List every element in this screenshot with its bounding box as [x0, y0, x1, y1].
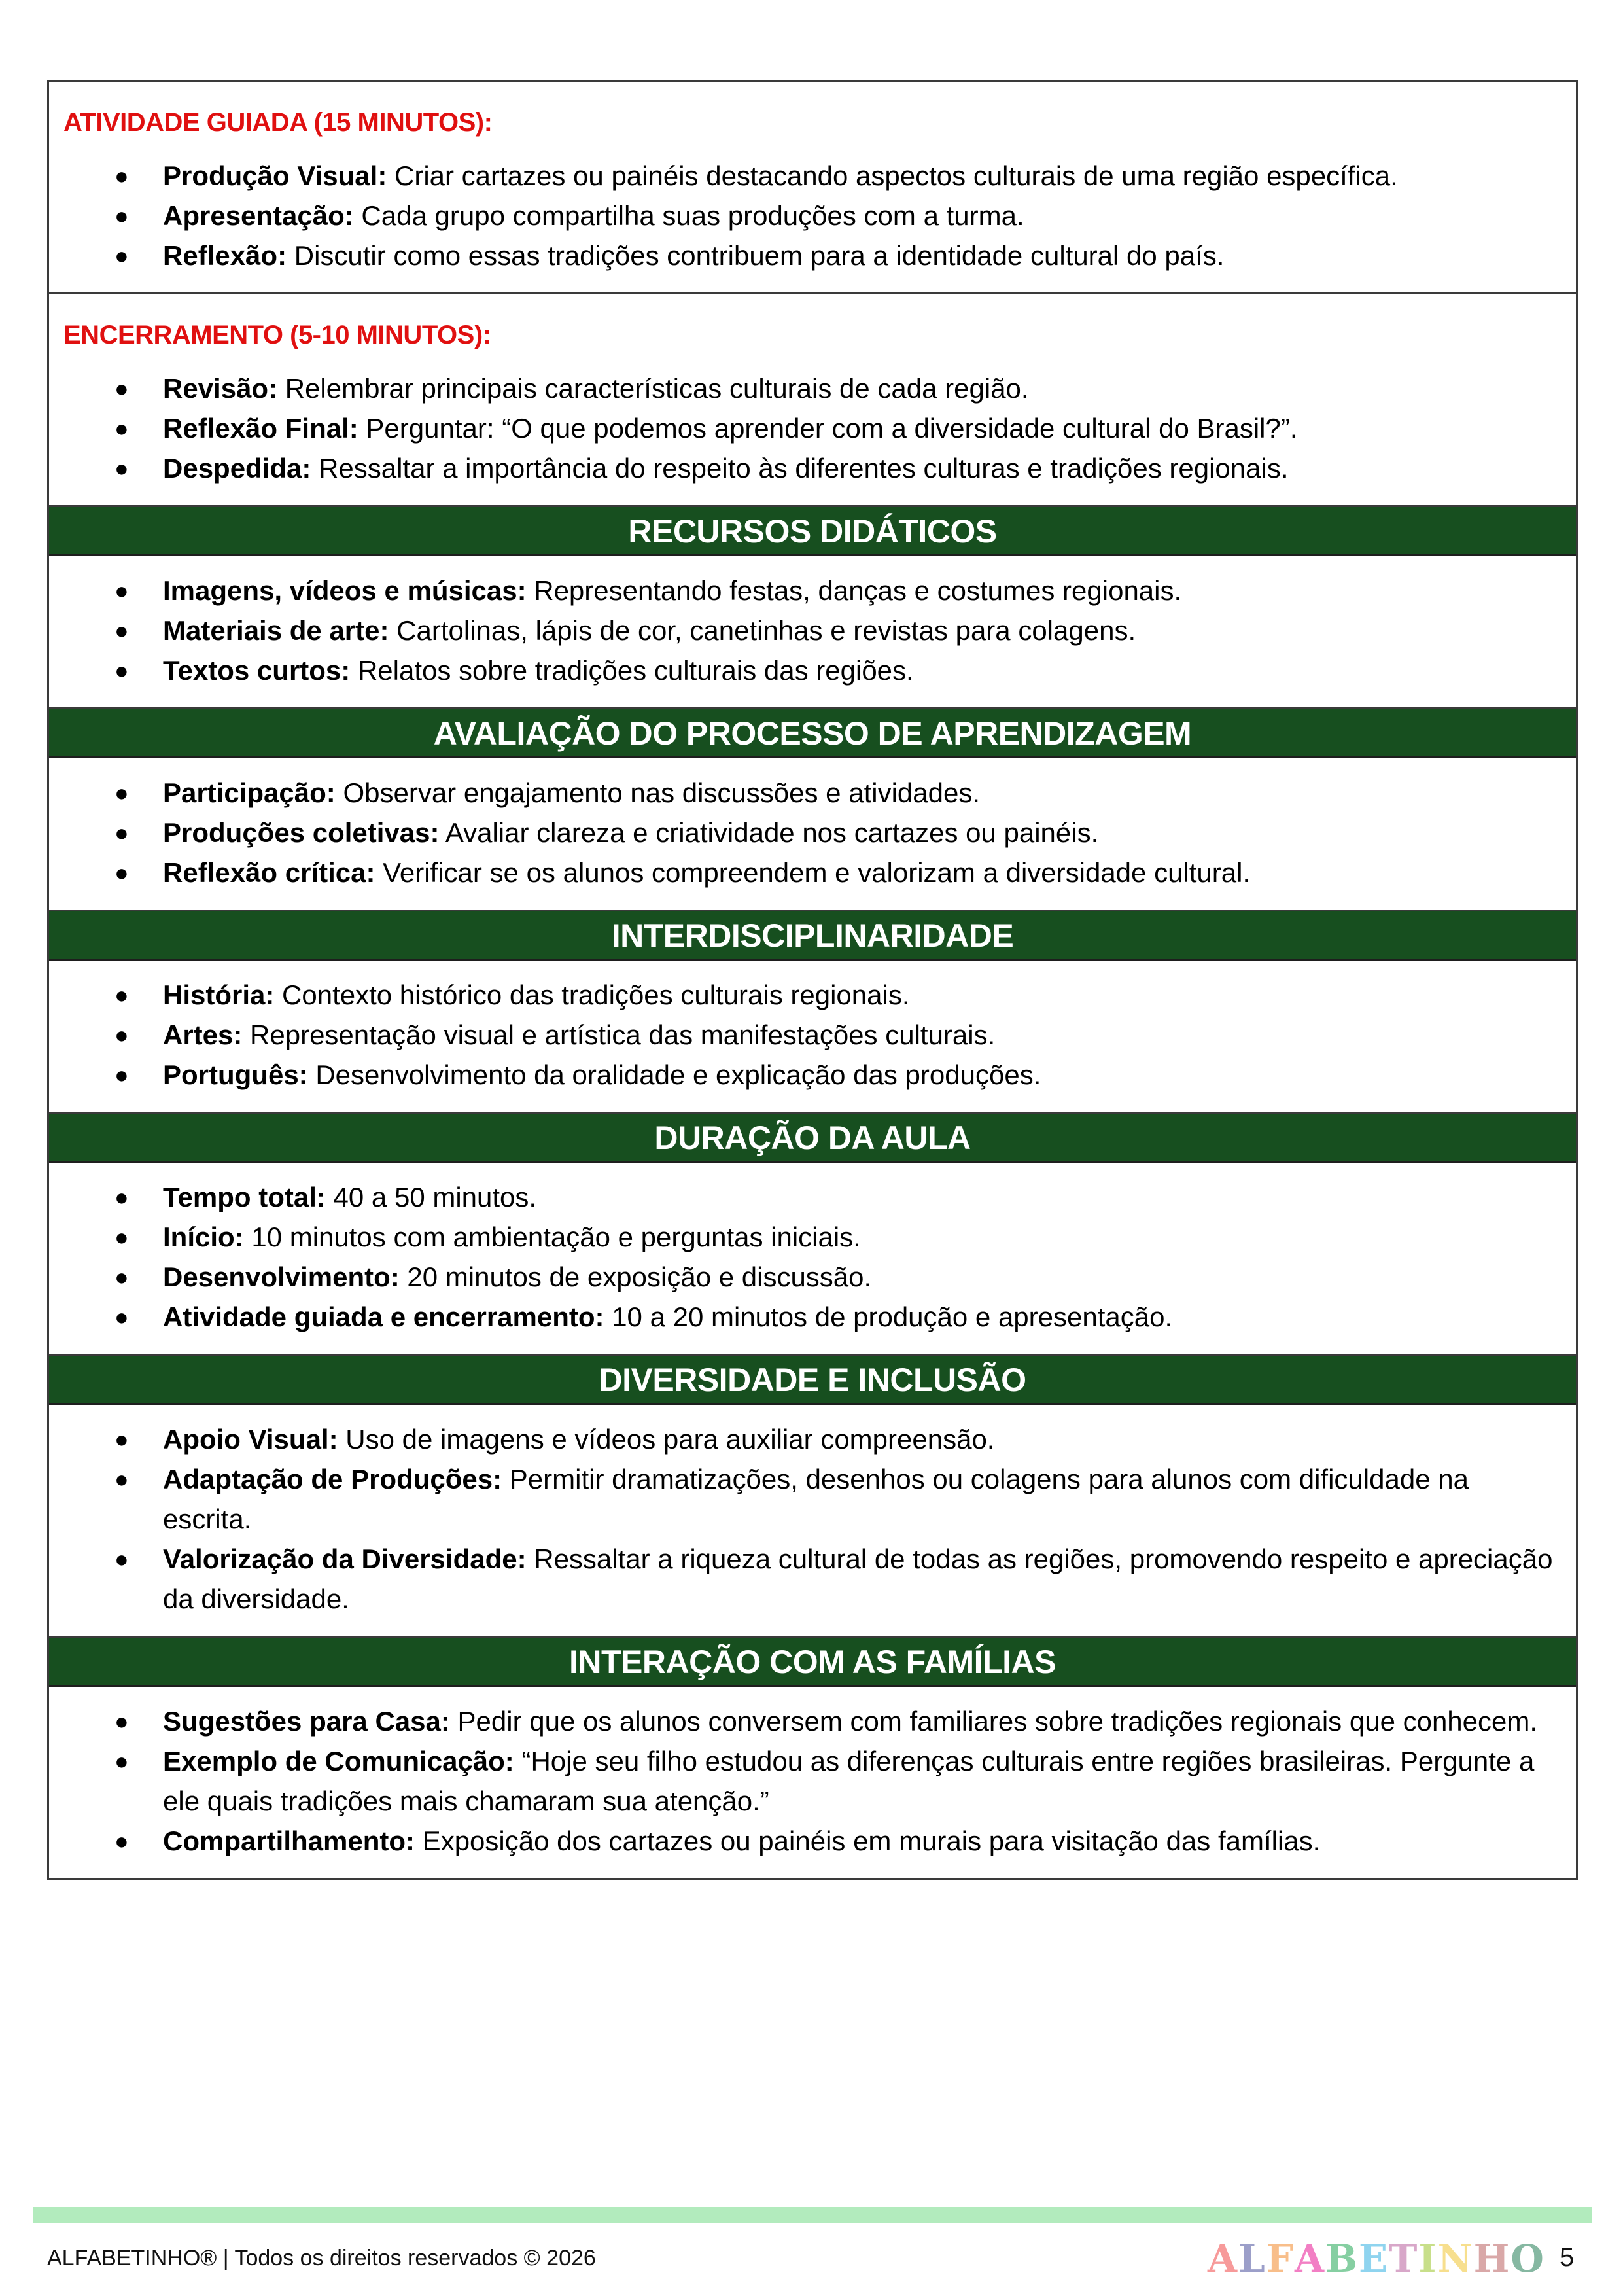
item-label: Materiais de arte:	[163, 615, 389, 646]
lesson-plan-table	[47, 80, 1578, 1880]
section-block	[49, 911, 1576, 1114]
item-text: Contexto histórico das tradições culturais regionais.	[274, 980, 910, 1010]
item-label: Textos curtos:	[163, 655, 351, 686]
logo-letter: A	[1294, 2236, 1325, 2281]
bullet-icon: ●	[114, 779, 129, 806]
item-text: Exposição dos cartazes ou painéis em murais para visitação das famílias.	[415, 1826, 1321, 1856]
bullet-icon: ●	[114, 859, 129, 886]
section-header: AVALIAÇÃO DO PROCESSO DE APRENDIZAGEM	[49, 709, 1576, 758]
page-number: 5	[1560, 2243, 1575, 2272]
section-header: INTERDISCIPLINARIDADE	[49, 911, 1576, 961]
footer-copyright: ALFABETINHO® | Todos os direitos reservados © 2026	[47, 2246, 596, 2270]
item-label: Reflexão crítica:	[163, 857, 375, 888]
list-item	[49, 1257, 1563, 1297]
section-header: DIVERSIDADE E INCLUSÃO	[49, 1356, 1576, 1405]
footer-divider	[33, 2207, 1592, 2223]
bullet-list	[49, 137, 1576, 292]
item-label: Compartilhamento:	[163, 1826, 415, 1856]
item-text: Observar engajamento nas discussões e atividades.	[335, 777, 980, 808]
item-label: Despedida:	[163, 453, 311, 484]
bullet-icon: ●	[114, 202, 129, 229]
item-label: Reflexão Final:	[163, 413, 358, 444]
section-block	[49, 1114, 1576, 1356]
bullet-icon: ●	[114, 819, 129, 846]
item-text: Discutir como essas tradições contribuem para a identidade cultural do país.	[287, 240, 1225, 271]
list-item	[49, 156, 1563, 196]
logo-letter: H	[1473, 2236, 1511, 2281]
item-text: Representação visual e artística das manifestações culturais.	[242, 1019, 996, 1050]
item-text: Verificar se os alunos compreendem e valorizam a diversidade cultural.	[375, 857, 1251, 888]
section-block	[49, 1356, 1576, 1638]
brand-logo	[1208, 2236, 1545, 2281]
list-item	[49, 853, 1563, 892]
bullet-icon: ●	[114, 1748, 129, 1775]
list-item	[49, 610, 1563, 650]
list-item	[49, 975, 1563, 1015]
list-item	[49, 1055, 1563, 1095]
list-item	[49, 1459, 1563, 1539]
bullet-icon: ●	[114, 1263, 129, 1290]
bullet-icon: ●	[114, 1184, 129, 1210]
section-subheading: ENCERRAMENTO (5-10 MINUTOS):	[63, 321, 491, 349]
bullet-icon: ●	[114, 415, 129, 442]
item-text: 40 a 50 minutos.	[325, 1182, 537, 1212]
item-label: Valorização da Diversidade:	[163, 1544, 527, 1574]
bullet-icon: ●	[114, 375, 129, 402]
list-item	[49, 236, 1563, 275]
list-item	[49, 1741, 1563, 1821]
logo-letter: E	[1359, 2236, 1389, 2281]
bullet-icon: ●	[114, 162, 129, 189]
item-label: Artes:	[163, 1019, 243, 1050]
item-label: Reflexão:	[163, 240, 287, 271]
section-subheading: ATIVIDADE GUIADA (15 MINUTOS):	[63, 108, 493, 137]
item-text: 10 minutos com ambientação e perguntas iniciais.	[243, 1222, 861, 1252]
item-label: Produção Visual:	[163, 160, 387, 191]
section-header: RECURSOS DIDÁTICOS	[49, 507, 1576, 556]
bullet-icon: ●	[114, 1708, 129, 1735]
item-text: Desenvolvimento da oralidade e explicação das produções.	[307, 1059, 1041, 1090]
item-text: Cada grupo compartilha suas produções com a turma.	[353, 200, 1024, 231]
logo-letter: B	[1325, 2236, 1359, 2281]
logo-letter: O	[1510, 2236, 1545, 2281]
list-item	[49, 1701, 1563, 1741]
logo-letter: L	[1238, 2236, 1266, 2281]
bullet-icon: ●	[114, 981, 129, 1008]
bullet-icon: ●	[114, 1061, 129, 1088]
bullet-icon: ●	[114, 1545, 129, 1572]
bullet-list	[49, 556, 1576, 707]
section-block	[49, 1638, 1576, 1878]
item-text: Permitir dramatizações, desenhos ou colagens para alunos com dificuldade na escrita.	[163, 1464, 1469, 1534]
section-block	[49, 709, 1576, 911]
bullet-list	[49, 1687, 1576, 1878]
bullet-icon: ●	[114, 1828, 129, 1854]
list-item	[49, 1419, 1563, 1459]
bullet-icon: ●	[114, 577, 129, 604]
item-label: Participação:	[163, 777, 336, 808]
item-label: História:	[163, 980, 275, 1010]
list-item	[49, 773, 1563, 813]
bullet-icon: ●	[114, 242, 129, 269]
list-item	[49, 1217, 1563, 1257]
list-item	[49, 196, 1563, 236]
bullet-list	[49, 1163, 1576, 1354]
item-text: Ressaltar a importância do respeito às diferentes culturas e tradições regionais.	[311, 453, 1289, 484]
section-block	[49, 294, 1576, 507]
item-text: Cartolinas, lápis de cor, canetinhas e revistas para colagens.	[389, 615, 1136, 646]
list-item	[49, 1177, 1563, 1217]
item-text: “Hoje seu filho estudou as diferenças culturais entre regiões brasileiras. Pergunte a ele quais tradições mais chamaram sua atenção.”	[163, 1746, 1535, 1816]
item-label: Produções coletivas:	[163, 817, 440, 848]
list-item	[49, 1539, 1563, 1619]
item-label: Atividade guiada e encerramento:	[163, 1301, 604, 1332]
bullet-icon: ●	[114, 1426, 129, 1453]
bullet-icon: ●	[114, 455, 129, 482]
item-label: Adaptação de Produções:	[163, 1464, 502, 1494]
item-label: Tempo total:	[163, 1182, 326, 1212]
list-item	[49, 813, 1563, 853]
logo-letter: I	[1418, 2236, 1438, 2281]
item-label: Revisão:	[163, 373, 278, 404]
list-item	[49, 408, 1563, 448]
item-label: Apresentação:	[163, 200, 354, 231]
logo-letter: F	[1266, 2236, 1295, 2281]
item-label: Exemplo de Comunicação:	[163, 1746, 514, 1776]
bullet-list	[49, 1405, 1576, 1636]
section-header: DURAÇÃO DA AULA	[49, 1114, 1576, 1163]
logo-letter: A	[1208, 2236, 1239, 2281]
item-text: Representando festas, danças e costumes regionais.	[526, 575, 1182, 606]
bullet-icon: ●	[114, 1466, 129, 1492]
bullet-list	[49, 758, 1576, 910]
section-block	[49, 507, 1576, 709]
logo-letter: N	[1437, 2236, 1474, 2281]
list-item	[49, 1297, 1563, 1337]
bullet-icon: ●	[114, 1021, 129, 1048]
list-item	[49, 650, 1563, 690]
item-text: Perguntar: “O que podemos aprender com a diversidade cultural do Brasil?”.	[358, 413, 1298, 444]
item-label: Imagens, vídeos e músicas:	[163, 575, 527, 606]
list-item	[49, 571, 1563, 610]
item-text: Uso de imagens e vídeos para auxiliar compreensão.	[338, 1424, 995, 1455]
item-label: Início:	[163, 1222, 244, 1252]
list-item	[49, 368, 1563, 408]
logo-letter: T	[1389, 2236, 1419, 2281]
item-text: Avaliar clareza e criatividade nos cartazes ou painéis.	[439, 817, 1099, 848]
bullet-icon: ●	[114, 657, 129, 684]
bullet-list	[49, 961, 1576, 1112]
bullet-icon: ●	[114, 617, 129, 644]
section-header: INTERAÇÃO COM AS FAMÍLIAS	[49, 1638, 1576, 1687]
item-label: Sugestões para Casa:	[163, 1706, 450, 1737]
bullet-icon: ●	[114, 1224, 129, 1250]
item-text: Criar cartazes ou painéis destacando aspectos culturais de uma região específica.	[387, 160, 1398, 191]
item-text: Relatos sobre tradições culturais das regiões.	[350, 655, 914, 686]
item-text: 20 minutos de exposição e discussão.	[399, 1262, 872, 1292]
list-item	[49, 1821, 1563, 1861]
item-label: Apoio Visual:	[163, 1424, 338, 1455]
section-block	[49, 82, 1576, 294]
item-label: Desenvolvimento:	[163, 1262, 400, 1292]
item-label: Português:	[163, 1059, 308, 1090]
item-text: 10 a 20 minutos de produção e apresentação.	[604, 1301, 1173, 1332]
bullet-list	[49, 350, 1576, 505]
list-item	[49, 1015, 1563, 1055]
bullet-icon: ●	[114, 1303, 129, 1330]
item-text: Relembrar principais características culturais de cada região.	[277, 373, 1029, 404]
list-item	[49, 448, 1563, 488]
item-text: Pedir que os alunos conversem com familiares sobre tradições regionais que conhecem.	[449, 1706, 1538, 1737]
item-text: Ressaltar a riqueza cultural de todas as regiões, promovendo respeito e apreciação da diversidade.	[163, 1544, 1553, 1614]
